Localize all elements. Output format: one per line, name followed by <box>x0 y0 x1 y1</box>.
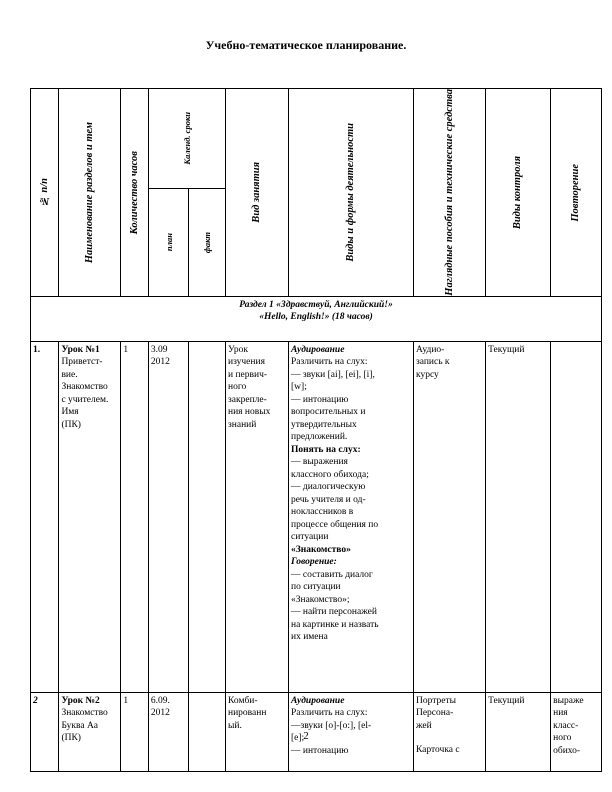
planning-table <box>30 88 602 772</box>
header-repeat: Повторение <box>551 89 602 297</box>
header-name: Наименование разделов и тем <box>59 89 121 297</box>
section-title: Раздел 1 «Здравствуй, Английский!» <box>239 299 393 310</box>
row-repeat: выраже ния класс- ного обихо- <box>551 692 602 771</box>
page-number: 2 <box>303 730 309 742</box>
row-repeat <box>551 341 602 692</box>
row-activities: Аудирование Различить на слух: — звуки [ai], [ei], [i], [w]; — интонацию вопросительных и утвердительных предложений. Понять на слух: — выражения классного обихода; — диалогическую речь учителя и од- ноклассников в процессе общения по ситуации «Знакомство» Говорение: — составить диалог по ситуации «Знакомство»; — найти персонажей на картинке и назвать их имена <box>289 341 414 692</box>
header-control: Виды контроля <box>486 89 551 297</box>
header-lesson-type: Вид занятия <box>226 89 289 297</box>
section-row <box>31 296 602 341</box>
row-control: Текущий <box>486 692 551 771</box>
page-title: Учебно-тематическое планирование. <box>205 38 407 52</box>
row-hours: 1 <box>121 341 148 692</box>
row-topic: Урок №2 Знакомство Буква Аа (ПК) <box>59 692 121 771</box>
section-subtitle: «Hello, English!» (18 часов) <box>259 312 373 323</box>
header-plan: план <box>148 188 189 296</box>
row-lesson-type: Комби- нированн ый. <box>226 692 289 771</box>
header-hours: Количество часов <box>121 89 148 297</box>
table-row <box>31 341 602 692</box>
header-dates: Календ. сроки <box>148 89 225 189</box>
row-plan-date: 3.09 2012 <box>148 341 189 692</box>
row-hours: 1 <box>121 692 148 771</box>
row-num: 2 <box>31 692 59 771</box>
header-activities: Виды и формы деятельности <box>289 89 414 297</box>
header-aids: Наглядные пособия и технические средства <box>413 89 485 297</box>
row-topic: Урок №1 Приветст- вие. Знакомство с учителем. Имя (ПК) <box>59 341 121 692</box>
row-aids: Аудио- запись к курсу <box>413 341 485 692</box>
header-num: № п/п <box>31 89 59 297</box>
row-plan-date: 6.09. 2012 <box>148 692 189 771</box>
header-row <box>31 89 602 189</box>
row-lesson-type: Урок изучения и первич- ного закрепле- ния новых знаний <box>226 341 289 692</box>
row-aids: Портреты Персона- жей Карточка с <box>413 692 485 771</box>
row-fact-date <box>189 341 226 692</box>
row-activities: Аудирование Различить на слух: —звуки [o]-[o:], [el- [e]; — интонацию <box>289 692 414 771</box>
header-fact: факт <box>189 188 226 296</box>
row-control: Текущий <box>486 341 551 692</box>
row-num: 1. <box>31 341 59 692</box>
